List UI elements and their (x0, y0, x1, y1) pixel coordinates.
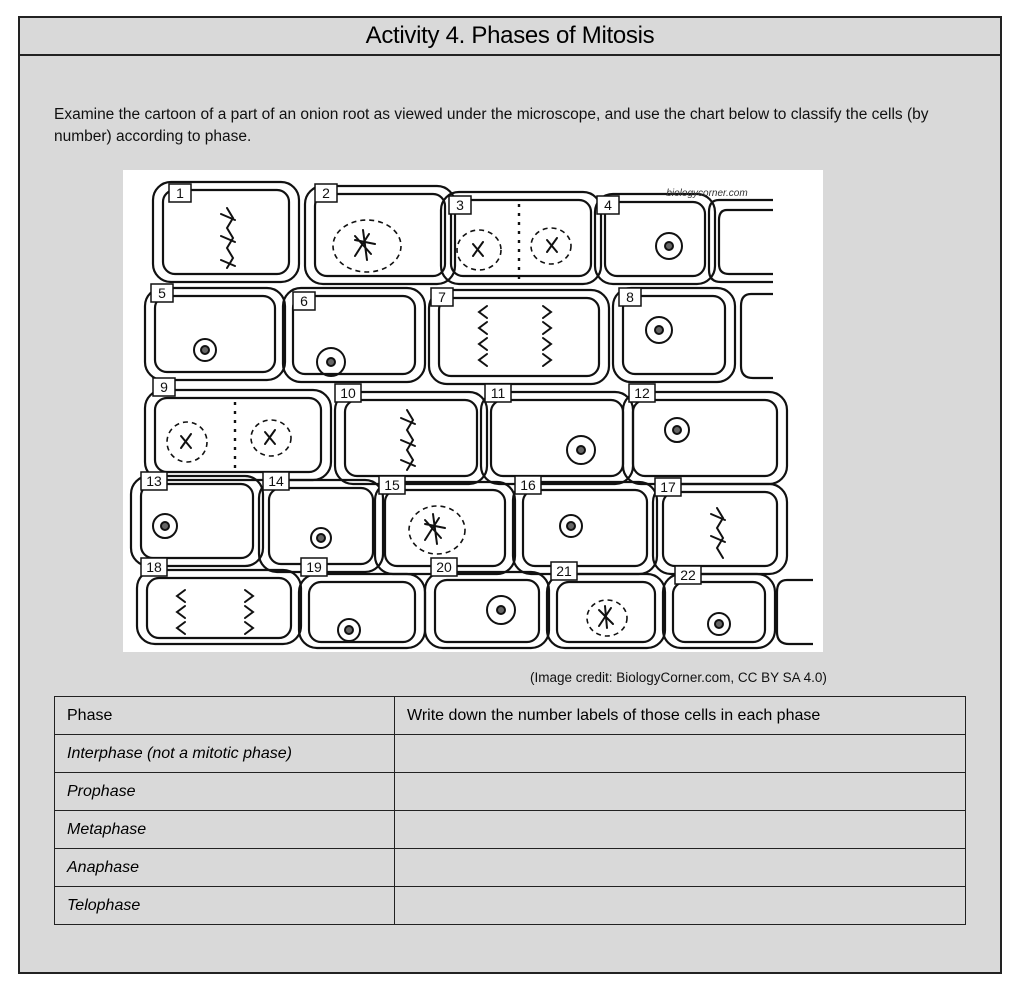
image-credit: (Image credit: BiologyCorner.com, CC BY SA 4.0) (530, 670, 827, 685)
onion-root-cells-diagram (123, 170, 823, 652)
column-header-answers: Write down the number labels of those cells in each phase (395, 697, 966, 735)
phase-name-cell: Interphase (not a mitotic phase) (55, 735, 395, 773)
answer-cell[interactable] (395, 773, 966, 811)
table-row (55, 849, 966, 887)
cell-label: 12 (634, 385, 650, 401)
phase-name-cell: Anaphase (55, 849, 395, 887)
cell-label: 18 (146, 559, 162, 575)
phase-name-cell: Telophase (55, 887, 395, 925)
table-row (55, 887, 966, 925)
cell-label: 14 (268, 473, 284, 489)
table-header-row (55, 697, 966, 735)
cell-label: 17 (660, 479, 676, 495)
answer-cell[interactable] (395, 887, 966, 925)
cell-label: 15 (384, 477, 400, 493)
page-title: Activity 4. Phases of Mitosis (365, 22, 655, 49)
column-header-phase: Phase (55, 697, 395, 735)
answer-cell[interactable] (395, 735, 966, 773)
cell-label: 13 (146, 473, 162, 489)
cell-label: 4 (604, 197, 612, 213)
cell-label: 21 (556, 563, 572, 579)
cell-label: 6 (300, 293, 308, 309)
onion-root-figure (123, 170, 823, 652)
cell-label: 2 (322, 185, 330, 201)
table-row (55, 811, 966, 849)
cell-label: 10 (340, 385, 356, 401)
cell-label: 7 (438, 289, 446, 305)
table-row (55, 773, 966, 811)
cell-label: 8 (626, 289, 634, 305)
cell-label: 9 (160, 379, 168, 395)
cell-label: 22 (680, 567, 696, 583)
cell-label: 19 (306, 559, 322, 575)
cell-label: 3 (456, 197, 464, 213)
phase-table (54, 696, 966, 925)
instructions-text: Examine the cartoon of a part of an onion root as viewed under the microscope, and use the chart below to classify the cells (by number) according to phase. (54, 106, 929, 145)
answer-cell[interactable] (395, 811, 966, 849)
phase-name-cell: Metaphase (55, 811, 395, 849)
answer-cell[interactable] (395, 849, 966, 887)
activity-panel (18, 16, 1002, 974)
cell-label: 5 (158, 285, 166, 301)
cell-label: 1 (176, 185, 184, 201)
cell-label: 11 (490, 385, 506, 401)
phase-name-cell: Prophase (55, 773, 395, 811)
table-row (55, 735, 966, 773)
title-bar (20, 18, 1000, 56)
cell-label: 20 (436, 559, 452, 575)
watermark-text: biologycorner.com (666, 188, 748, 199)
cell-label: 16 (520, 477, 536, 493)
